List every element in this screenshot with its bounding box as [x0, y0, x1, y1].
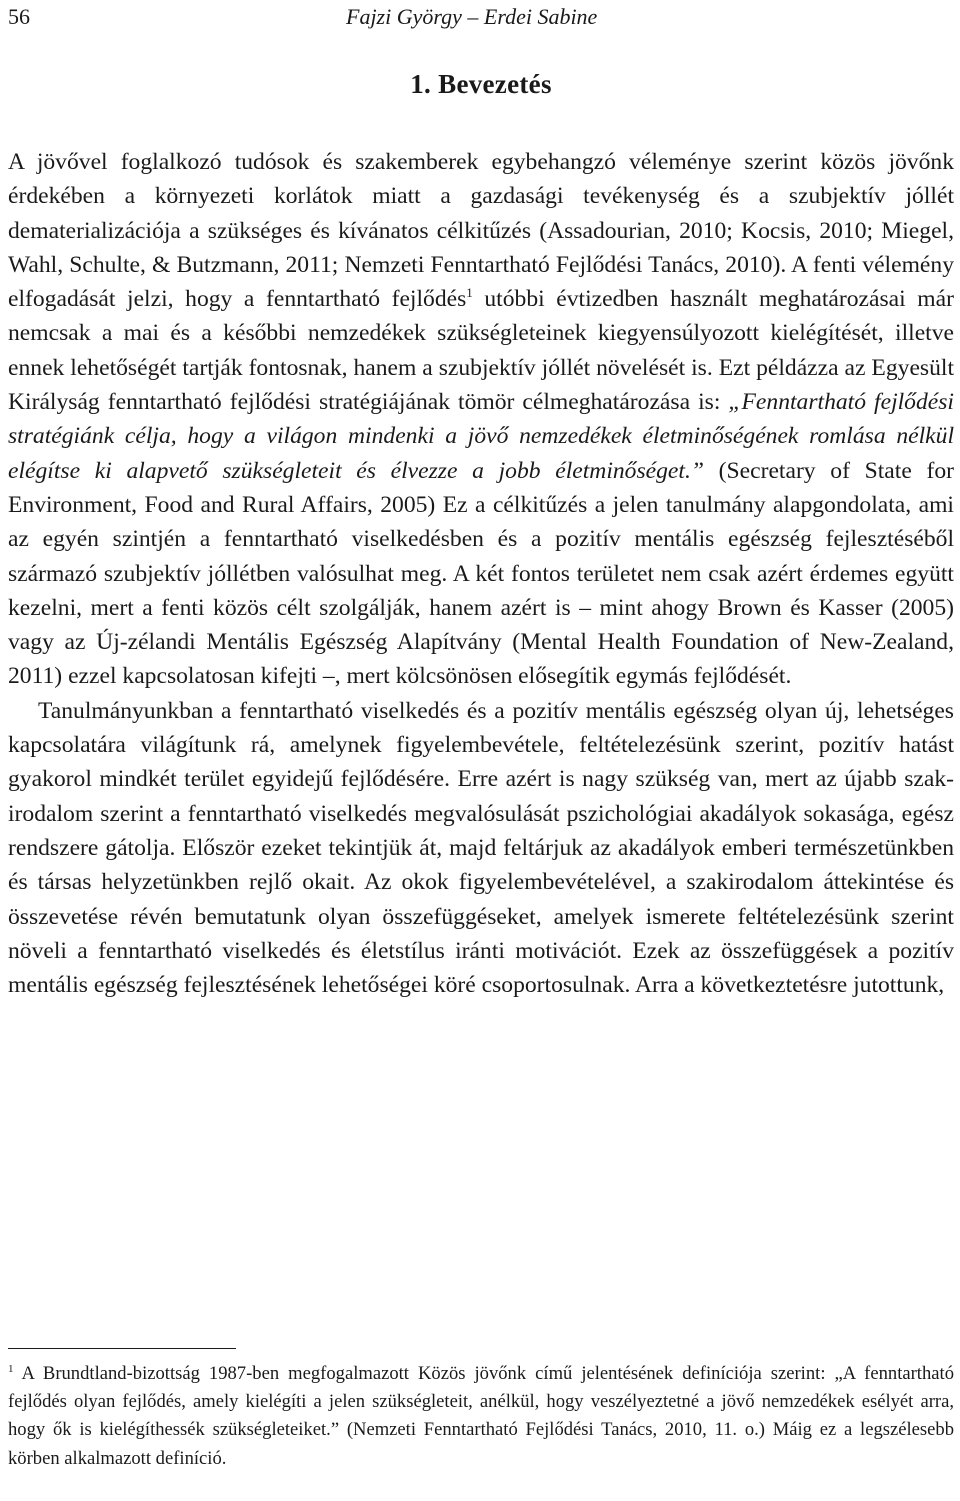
- footnote-divider: [8, 1348, 236, 1349]
- paragraph-text: utóbbi évtizedben használt meghatározásai már nemcsak a mai és a későbbi nemzedékek szükségleteinek kiegyensúlyozott kielégítését, illetve ennek lehetőségét tartják fontosnak, hanem a szubjektív jóllét növelését is. Ezt példázza az Egyesült Királyság fenntartható fejlődési stratégiájának tömör célmeghatározása is:: [8, 286, 954, 416]
- paragraph-text: A jövővel foglalkozó tudósok és szakemberek egybehangzó véleménye szerint közös jövőnk érdekében a környezeti korlátok miatt a gazdasági tevékenység és a szubjektív jóllét dematerializációja a szükséges és kívánatos célkitűzés (Assadourian, 2010; Kocsis, 2010; Miegel, Wahl, Schulte, & Butzmann, 2011; Nemzeti Fenntartható Fejlődési Tanács, 2010). A fenti vélemény elfogadását jelzi, hogy a fenntartható fejlődés: [8, 149, 954, 313]
- footnote-text: A Brundtland-bizottság 1987-ben megfogalmazott Közös jövőnk című jelentésének definíciója szerint: „A fenntartható fejlődés olyan fejlődés, amely kielégíti a jelen szükségleteit, anélkül, hogy veszélyeztetné a jövő nemzedékek esélyét arra, hogy ők is kielégíthessék szükségleteiket.” (Nemzeti Fenntartható Fejlődési Tanács, 2010, 11. o.) Máig ez a legszélesebb körben alkalmazott definíció.: [8, 1363, 954, 1469]
- footnote-reference: 1: [466, 285, 473, 301]
- paragraph-introduction: [8, 145, 954, 694]
- footnote-mark: 1: [8, 1363, 14, 1375]
- running-head: [8, 2, 954, 32]
- footnote-paragraph: [8, 1360, 954, 1473]
- paragraph-text: (Secretary of State for Environment, Food and Rural Affairs, 2005) Ez a célkitűzés a jelen tanulmány alapgondolata, ami az egyén szintjén a fenntartható viselkedésben és a pozitív mentális egészség fejlesztéséből származó szubjektív jóllétben valósulhat meg. A két fontos területet nem csak azért érdemes együtt kezelni, mert a fenti közös célt szolgálják, hanem azért is – mint ahogy Brown és Kasser (2005) vagy az Új-zélandi Mentális Egészség Alapítvány (Mental Health Foundation of New-Zealand, 2011) ezzel kapcsolatosan kifejti –, mert kölcsönösen elősegítik egymás fejlődését.: [8, 457, 954, 690]
- footnote: [8, 1360, 954, 1473]
- body-text: [8, 145, 954, 1002]
- strategy-quote: „Fenntartható fejlődési stratégiánk célja, hogy a világon mindenki a jövő nemzedékek életminőségének romlása nélkül elégítse ki alapvető szükségleteit és élvezze a jobb életminőséget.”: [8, 389, 954, 484]
- page-number: 56: [8, 4, 30, 29]
- running-head-authors: Fajzi György – Erdei Sabine: [346, 4, 598, 29]
- paragraph-study-aim: Tanulmányunkban a fenntartható viselkedés és a pozitív mentális egészség olyan új, lehetséges kapcsolatára világítunk rá, amelynek figyelembevétele, feltételezésünk szerint, pozitív hatást gyakorol mindkét terület egyidejű fejlődésére. Erre azért is nagy szükség van, mert az újabb szakirodalom szerint a fenntartható viselkedés megvalósulását pszichológiai akadályok sokasága, egész rendszere gátolja. Először ezeket tekintjük át, majd feltárjuk az akadályok emberi természetünkben és társas helyzetünkben rejlő okait. Az okok figyelembevételével, a szakirodalom áttekintése és összevetése révén bemutatunk olyan összefüggéseket, amelyek ismerete feltételezésünk szerint növeli a fenntartható viselkedés és életstílus iránti motivációt. Ezek az összefüggések a pozitív mentális egészség fejlesztésének lehetőségei köré csoportosulnak. Arra a következtetésre jutottunk,: [8, 697, 954, 999]
- section-heading: 1. Bevezetés: [410, 69, 552, 99]
